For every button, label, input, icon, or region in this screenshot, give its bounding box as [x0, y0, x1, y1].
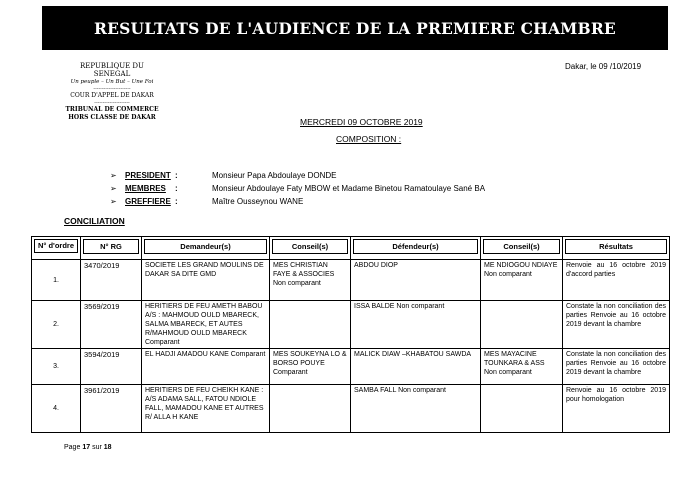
cell-demandeur: HERITIERS DE FEU AMETH BABOU A/S : MAHMOUD OULD MBARECK, SALMA MBARECK, ET AUTES R/MAHMOUD OULD MBARECK Comparant [142, 301, 270, 349]
court-name: COUR D'APPEL DE DAKAR [70, 92, 154, 99]
cell-demandeur: HERITIERS DE FEU CHEIKH KANE : A/S ADAMA SALL, FATOU NDIOLE FALL, MAMADOU KANE ET AUTRES R/ ALLA H KANE [142, 385, 270, 433]
cell-resultat: Constate la non conciliation des parties Renvoie au 16 octobre 2019 devant la chambre [563, 301, 670, 349]
cell-num: 1. [32, 260, 81, 301]
cell-conseil-1 [270, 301, 351, 349]
cell-rg: 3594/2019 [81, 349, 142, 385]
separator-2: --------------------- [94, 100, 130, 106]
cell-demandeur: SOCIETE LES GRAND MOULINS DE DAKAR SA DITE GMD [142, 260, 270, 301]
cell-resultat: Renvoie au 16 octobre 2019 pour homologation [563, 385, 670, 433]
table-row [32, 260, 670, 301]
page-banner-title: RESULTATS DE L'AUDIENCE DE LA PREMIERE CHAMBRE [42, 6, 668, 50]
cell-rg: 3961/2019 [81, 385, 142, 433]
role-label: GREFFIERE [125, 197, 171, 206]
composition-title: COMPOSITION : [336, 134, 402, 144]
cell-num: 3. [32, 349, 81, 385]
cell-defendeur: ISSA BALDE Non comparant [351, 301, 481, 349]
cell-demandeur: EL HADJI AMADOU KANE Comparant [142, 349, 270, 385]
results-table [31, 236, 670, 433]
cell-conseil-1 [270, 385, 351, 433]
separator-1: ---------------------- [93, 86, 131, 92]
footer-current-page: 17 [82, 444, 91, 451]
cell-num: 4. [32, 385, 81, 433]
page-footer [64, 444, 112, 451]
footer-total-pages: 18 [103, 444, 112, 451]
header-defendeur: Défendeur(s) [351, 237, 481, 260]
role-value: Maître Ousseynou WANE [212, 197, 304, 206]
role-colon: : [175, 171, 178, 180]
dateline: Dakar, le 09 /10/2019 [565, 62, 642, 71]
cell-defendeur: SAMBA FALL Non comparant [351, 385, 481, 433]
letterhead [62, 62, 162, 122]
role-value: Monsieur Abdoulaye Faty MBOW et Madame Binetou Ramatoulaye Sané BA [212, 184, 486, 193]
republic-name: REPUBLIQUE DU SENEGAL [80, 62, 144, 78]
role-label: MEMBRES [125, 184, 166, 193]
cell-conseil-2: MES MAYACINE TOUNKARA & ASS Non comparant [481, 349, 563, 385]
cell-resultat: Renvoie au 16 octobre 2019 d'accord parties [563, 260, 670, 301]
header-conseil-1: Conseil(s) [270, 237, 351, 260]
tribunal-line-1: TRIBUNAL DE COMMERCE [65, 106, 159, 113]
hearing-date: MERCREDI 09 OCTOBRE 2019 [300, 117, 423, 127]
role-value: Monsieur Papa Abdoulaye DONDE [212, 171, 337, 180]
cell-conseil-1: MES CHRISTIAN FAYE & ASSOCIES Non comparant [270, 260, 351, 301]
footer-of: sur [92, 444, 102, 451]
header-conseil-2: Conseil(s) [481, 237, 563, 260]
cell-rg: 3470/2019 [81, 260, 142, 301]
cell-conseil-2: ME NDIOGOU NDIAYE Non comparant [481, 260, 563, 301]
role-label: PRESIDENT [125, 171, 171, 180]
table-row [32, 301, 670, 349]
header-resultats: Résultats [563, 237, 670, 260]
header-ordre: N° d'ordre [32, 237, 81, 260]
role-colon: : [175, 197, 178, 206]
cell-conseil-1: MES SOUKEYNA LO & BORSO POUYE Comparant [270, 349, 351, 385]
arrow-bullet-icon: ➢ [110, 197, 117, 206]
national-motto: Un peuple – Un But – Une Foi [70, 79, 154, 85]
header-rg: N° RG [81, 237, 142, 260]
role-colon: : [175, 184, 178, 193]
table-row [32, 385, 670, 433]
table-row [32, 349, 670, 385]
cell-conseil-2 [481, 301, 563, 349]
table-header-row [32, 237, 670, 260]
arrow-bullet-icon: ➢ [110, 184, 117, 193]
section-title: CONCILIATION [64, 216, 125, 226]
cell-num: 2. [32, 301, 81, 349]
footer-prefix: Page [64, 444, 81, 451]
cell-defendeur: MALICK DIAW –KHABATOU SAWDA [351, 349, 481, 385]
cell-conseil-2 [481, 385, 563, 433]
tribunal-line-2: HORS CLASSE DE DAKAR [68, 114, 156, 121]
arrow-bullet-icon: ➢ [110, 171, 117, 180]
cell-rg: 3569/2019 [81, 301, 142, 349]
cell-resultat: Constate la non conciliation des parties Renvoie au 16 octobre 2019 devant la chambre [563, 349, 670, 385]
header-demandeur: Demandeur(s) [142, 237, 270, 260]
cell-defendeur: ABDOU DIOP [351, 260, 481, 301]
